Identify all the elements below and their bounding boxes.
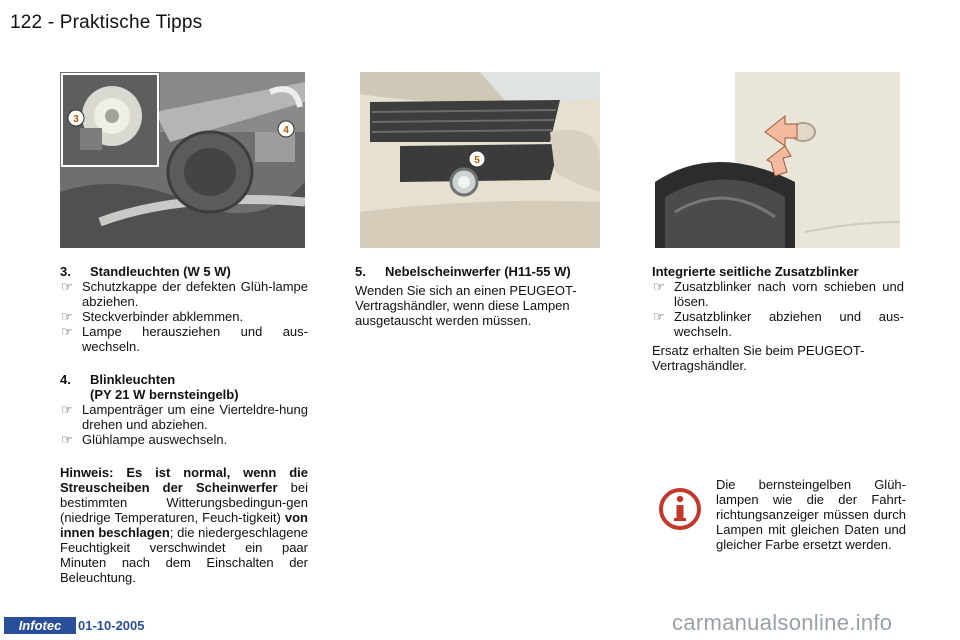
column-right [652,264,904,373]
page-title: 122 - Praktische Tipps [10,12,203,33]
pointing-hand-icon: ☞ [653,279,665,294]
bullet-item: ☞ Lampe herausziehen und aus-wechseln. [61,324,308,354]
edition-date: 01-10-2005 [78,618,145,633]
svg-text:3: 3 [73,114,79,125]
callout-5 [469,151,485,167]
note-text: Die bernsteingelben Glüh-lampen wie die der Fahrt-richtungsanzeiger müssen durch Lampen mit gleichen Daten und gleicher Farbe ersetzt werden. [716,477,906,552]
info-icon [658,487,702,536]
section-3-heading: 3. Standleuchten (W 5 W) [60,264,231,279]
pointing-hand-icon: ☞ [61,324,73,339]
bullet-item: ☞ Steckverbinder abklemmen. [61,309,244,324]
bullet-item: ☞ Schutzkappe der defekten Glüh-lampe abziehen. [61,279,308,309]
pointing-hand-icon: ☞ [61,309,73,324]
pointing-hand-icon: ☞ [61,402,73,417]
hint-paragraph: Hinweis: Es ist normal, wenn die Streuscheiben der Scheinwerfer bei bestimmten Witterungsbedingun-gen (niedrige Temperaturen, Feuch-tigkeit) von innen beschlagen; die niedergeschlagene Feuchtigkeit verschwindet ein paar Minuten nach dem Einschalten der Beleuchtung. [60,465,308,585]
bullet-item: ☞ Zusatzblinker abziehen und aus-wechseln. [653,309,904,339]
headlamp-photo [60,72,305,248]
pointing-hand-icon: ☞ [61,432,73,447]
column-left [60,264,308,585]
callout-4 [278,121,294,137]
svg-text:5: 5 [474,155,480,166]
foglamp-photo [360,72,600,248]
replacement-text: Ersatz erhalten Sie beim PEUGEOT-Vertragshändler. [652,343,865,373]
section-5-heading: 5. Nebelscheinwerfer (H11-55 W) [355,264,571,279]
pointing-hand-icon: ☞ [61,279,73,294]
side-indicator-heading: Integrierte seitliche Zusatzblinker [652,264,859,279]
infotec-logo: Infotec [4,617,76,634]
pointing-hand-icon: ☞ [653,309,665,324]
callout-3 [68,110,84,126]
bullet-item: ☞ Glühlampe auswechseln. [61,432,228,447]
bullet-item: ☞ Lampenträger um eine Vierteldre-hung drehen und abziehen. [61,402,308,432]
column-middle [355,264,605,328]
section-4-heading: 4. Blinkleuchten (PY 21 W bernsteingelb) [60,372,239,402]
section-5-text: Wenden Sie sich an einen PEUGEOT-Vertragshändler, wenn diese Lampen ausgetauscht werden müssen. [355,283,577,328]
watermark: carmanualsonline.info [672,610,893,635]
side-indicator-photo [655,72,900,248]
svg-text:4: 4 [283,125,289,136]
bullet-item: ☞ Zusatzblinker nach vorn schieben und lösen. [653,279,904,309]
